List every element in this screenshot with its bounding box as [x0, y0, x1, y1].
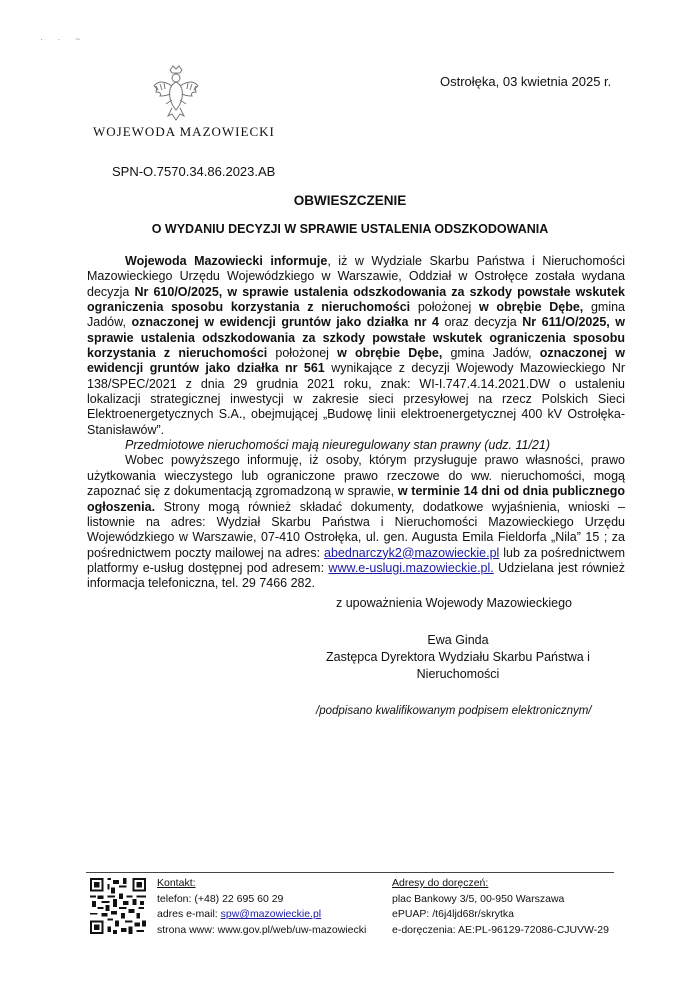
signatory-position: Zastępca Dyrektora Wydziału Skarbu Państwa i Nieruchomości — [326, 650, 590, 681]
electronic-signature-note: /podpisano kwalifikowanym podpisem elektronicznym/ — [316, 705, 592, 717]
signatory-name: Ewa Ginda — [427, 633, 489, 647]
office-name: WOJEWODA MAZOWIECKI — [93, 124, 275, 139]
footer-email-link[interactable]: spw@mazowieckie.pl — [220, 908, 322, 920]
notice-body — [87, 254, 625, 592]
contact-email-link[interactable]: abednarczyk2@mazowieckie.pl — [324, 545, 500, 560]
footer-delivery-addresses — [392, 876, 609, 938]
paragraph-legal-status: Przedmiotowe nieruchomości mają nieuregulowany stan prawny (udz. 11/21) — [125, 438, 550, 453]
e-services-link[interactable]: www.e-uslugi.mazowieckie.pl. — [328, 560, 494, 575]
footer-divider — [86, 872, 614, 873]
document-title: OBWIESZCZENIE — [293, 193, 407, 208]
footer-contact — [157, 876, 366, 938]
contact-heading: Kontakt: — [157, 877, 196, 889]
document-subtitle: O WYDANIU DECYZJI W SPRAWIE USTALENIA ODSZKODOWANIA — [151, 222, 549, 236]
paragraph-decision: Wojewoda Mazowiecki informuje, iż w Wydziale Skarbu Państwa i Nieruchomości Mazowieckiego Urzędu Wojewódzkiego w Warszawie, Oddział w Ostrołęce została wydana decyzja Nr 610/O/2025, w sprawie ustalenia odszkodowania za szkody powstałe wskutek ograniczenia sposobu korzystania z nieruchomości położonej w obrębie Dębe, gmina Jadów, oznaczonej w ewidencji gruntów jako działka nr 4 oraz decyzja Nr 611/O/2025, w sprawie ustalenia odszkodowania za szkody powstałe wskutek ograniczenia sposobu korzystania z nieruchomości położonej w obrębie Dębe, gmina Jadów, oznaczonej w ewidencji gruntów jako działka nr 561 wynikające z decyzji Wojewody Mazowieckiego Nr 138/SPEC/2021 z dnia 29 grudnia 2021 roku, znak: WI-I.747.4.14.2021.DW o ustaleniu lokalizacji strategicznej inwestycji w zakresie sieci przesyłowej na rzecz Polskich Sieci Elektroenergetycznych S.A., obejmującej „Budowę linii elektroenergetycznej 400 kV Ostrołęka-Stanisławów”. — [87, 254, 626, 437]
qr-code-icon — [90, 878, 146, 934]
authorization-line: z upoważnienia Wojewody Mazowieckiego — [336, 596, 573, 610]
scan-marks: · · ~ — [40, 34, 87, 44]
signatory — [300, 632, 616, 683]
contact-website: strona www: www.gov.pl/web/uw-mazowiecki — [157, 923, 367, 936]
reference-number: SPN-O.7570.34.86.2023.AB — [112, 164, 276, 179]
contact-phone: telefon: (+48) 22 695 60 29 — [157, 892, 284, 905]
delivery-address: plac Bankowy 3/5, 00-950 Warszawa — [392, 892, 565, 905]
delivery-epuap: ePUAP: /t6j4ljd68r/skrytka — [392, 908, 514, 920]
delivery-heading: Adresy do doręczeń: — [392, 877, 489, 889]
delivery-edoreczenia: e-doręczenia: AE:PL-96129-72086-CJUVW-29 — [392, 923, 609, 936]
polish-eagle-emblem-icon — [150, 64, 202, 122]
document-date: Ostrołęka, 03 kwietnia 2025 r. — [440, 74, 612, 89]
paragraph-information: Wobec powyższego informuję, iż osoby, którym przysługuje prawo własności, prawo użytkowania wieczystego lub ograniczone prawo rzeczowe do ww. nieruchomości, mogą zapoznać się z dokumentacją zgromadzoną w sprawie, w terminie 14 dni od dnia publicznego ogłoszenia. Strony mogą również składać dokumenty, dodatkowe wyjaśnienia, wnioski – listownie na adres: Wydział Skarbu Państwa i Nieruchomości Mazowieckiego Urzędu Wojewódzkiego w Warszawie, 07-410 Ostrołęka, ul. gen. Augusta Emila Fieldorfa „Nila” 15 ; za pośrednictwem poczty mailowej na adres: abednarczyk2@mazowieckie.pl lub za pośrednictwem platformy e-usług dostępnej pod adresem: www.e-uslugi.mazowieckie.pl. Udzielana jest również informacja telefoniczna, tel. 29 7466 282. — [87, 453, 626, 591]
contact-email: adres e-mail: spw@mazowieckie.pl — [157, 908, 322, 920]
